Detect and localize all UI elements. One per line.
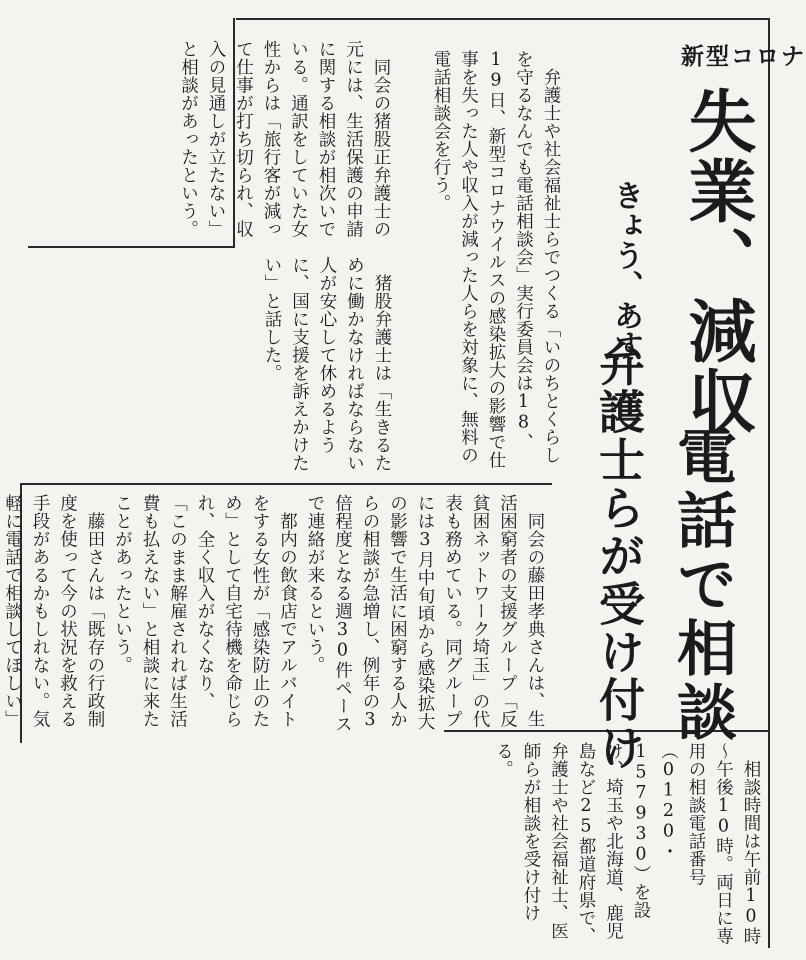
- paragraph-fujita: 同会の藤田孝典さんは、生活困窮者の支援グループ「反貧困ネットワーク埼玉」の代表も務めている。同グループには3月中旬頃から感染拡大の影響で生活に困窮する人からの相談が急増し、例年の3倍程度となる週30件ペースで連絡が来るという。: [305, 494, 545, 733]
- body-column-bottom-right: [448, 742, 764, 952]
- right-rule: [768, 18, 770, 948]
- paragraph-hotline-info: 相談時間は午前10時～午後10時。両日に専用の相談電話番号（0120・157930）を設け、埼玉や北海道、鹿児島など25都道府県で、弁護士や社会福祉士、医師らが相談を受け付ける。: [493, 742, 761, 945]
- body-column-upper-right: [396, 50, 564, 480]
- body-column-middle-left: [30, 256, 395, 481]
- subhead-main: 弁護士らが受け付け: [592, 340, 646, 772]
- paragraph-intro: 弁護士や社会福祉士らでつくる「いのちとくらしを守るなんでも電話相談会」実行委員会は18、19日、新型コロナウイルスの感染拡大の影響で仕事を失った人や収入が減った人らを対象に、無料の電話相談会を行う。: [431, 50, 561, 469]
- headline-sub: 電話で相談: [667, 425, 737, 745]
- paragraph-restaurant: 都内の飲食店でアルバイトをする女性が「感染防止のため」として自宅待機を命じられ、全く収入がなくなり、「このまま解雇されれば生活費も払えない」と相談に来たことがあったという。: [112, 494, 298, 728]
- headline-main: 失業、減収: [677, 86, 756, 436]
- divider-upper-left: [28, 246, 233, 248]
- paragraph-inomata: 猪股弁護士は「生きるために働かなければならない人が安心して休めるように、国に支援を訴えかけたい」と話した。: [262, 256, 392, 472]
- subhead-day: きょう、あす: [608, 180, 643, 360]
- paragraph-fujita-quote: 藤田さんは「既存の行政制度を使って今の状況を救える手段があるかもしれない。気軽に電話で相談してほしい」: [2, 494, 105, 728]
- paragraph-consultations: 同会の猪股正弁護士の元には、生活保護の申請に関する相談が相次いでいる。通訳をしていた女性からは「旅行客が減って仕事が打ち切られ、収入の見通しが立たない」と相談があったという。: [178, 40, 391, 238]
- divider-middle: [20, 483, 552, 485]
- kicker-label: 新型コロナ: [681, 44, 806, 70]
- body-column-upper-left: [178, 40, 394, 245]
- body-column-lower: [2, 494, 548, 734]
- top-rule: [236, 18, 770, 20]
